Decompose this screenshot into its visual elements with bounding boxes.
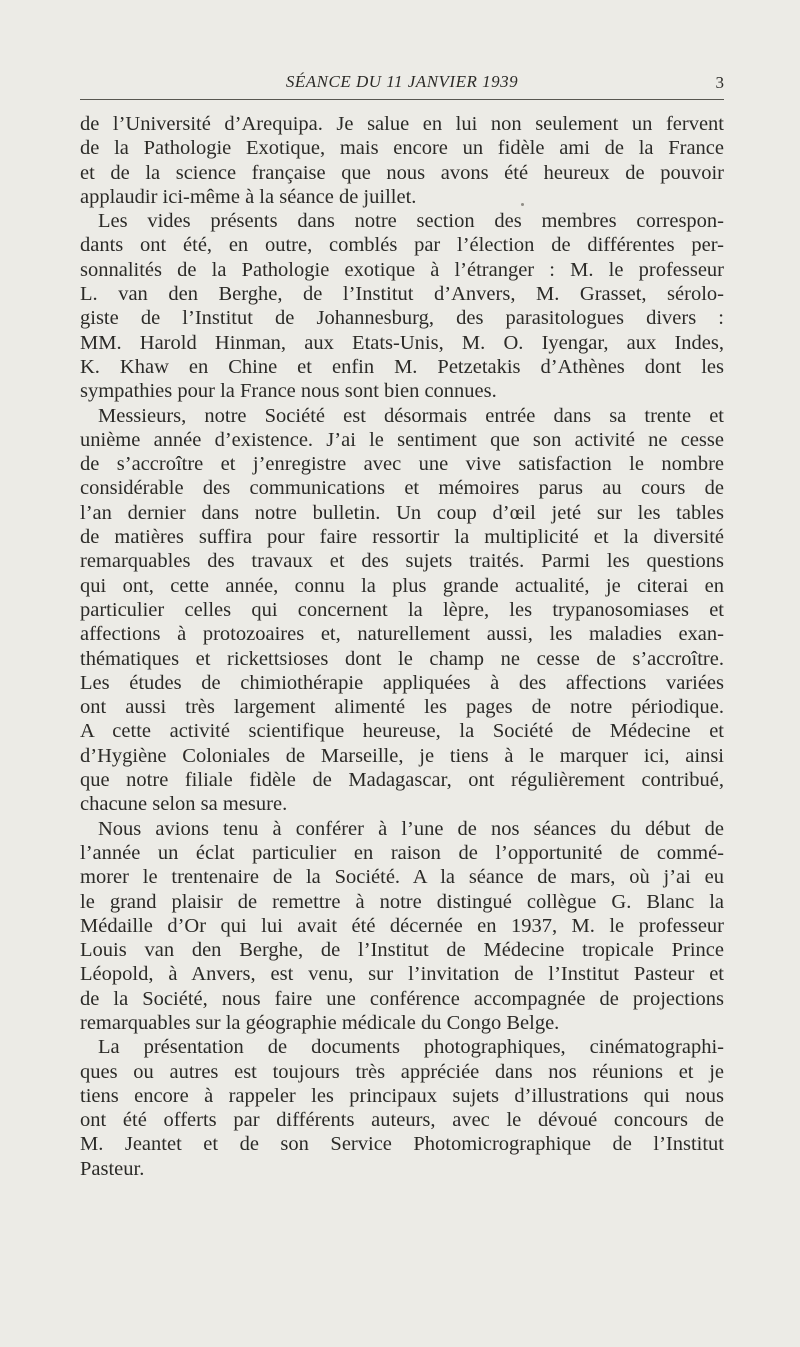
paragraph-last-line: applaudir ici-même à la séance de juillet.: [80, 185, 417, 208]
paragraph-last-line: chacune selon sa mesure.: [80, 793, 288, 816]
page-number: 3: [715, 73, 724, 92]
text-line: morer le trentenaire de la Société. A la séance de mars, où j’ai eu: [80, 866, 724, 889]
text-line: Les études de chimiothérapie appliquées à des affections variées: [80, 671, 724, 694]
text-line: ont été offerts par différents auteurs, avec le dévoué concours de: [80, 1109, 724, 1132]
text-line: MM. Harold Hinman, aux Etats-Unis, M. O. Iyengar, aux Indes,: [80, 331, 724, 354]
text-line: ques ou autres est toujours très appréciée dans nos réunions et je: [80, 1060, 724, 1083]
text-line: M. Jeantet et de son Service Photomicrographique de l’Institut: [80, 1133, 724, 1156]
text-line: le grand plaisir de remettre à notre distingué collègue G. Blanc la: [80, 890, 724, 913]
text-line: Léopold, à Anvers, est venu, sur l’invitation de l’Institut Pasteur et: [80, 963, 724, 986]
paragraph-last-line: Pasteur.: [80, 1157, 145, 1180]
text-line: considérable des communications et mémoires parus au cours de: [80, 477, 724, 500]
text-line: que notre filiale fidèle de Madagascar, ont régulièrement contribué,: [80, 769, 724, 792]
paragraph-first-line: La présentation de documents photographiques, cinématographi-: [98, 1036, 724, 1059]
text-line: thématiques et rickettsioses dont le champ ne cesse de s’accroître.: [80, 647, 724, 670]
body-text: [80, 112, 724, 1181]
text-line: et de la science française que nous avons été heureux de pouvoir: [80, 161, 724, 184]
text-line: L. van den Berghe, de l’Institut d’Anvers, M. Grasset, sérolo-: [80, 283, 724, 306]
text-line: d’Hygiène Coloniales de Marseille, je tiens à le marquer ici, ainsi: [80, 744, 724, 767]
text-line: giste de l’Institut de Johannesburg, des parasitologues divers :: [80, 307, 724, 330]
text-line: tiens encore à rappeler les principaux sujets d’illustrations qui nous: [80, 1084, 724, 1107]
paragraph-first-line: Les vides présents dans notre section des membres correspon-: [98, 210, 724, 233]
text-line: K. Khaw en Chine et enfin M. Petzetakis d’Athènes dont les: [80, 355, 724, 378]
paragraph-first-line: Nous avions tenu à conférer à l’une de nos séances du début de: [98, 817, 724, 840]
text-line: l’an dernier dans notre bulletin. Un coup d’œil jeté sur les tables: [80, 501, 724, 524]
text-line: l’année un éclat particulier en raison de l’opportunité de commé-: [80, 841, 724, 864]
paragraph-first-line: Messieurs, notre Société est désormais entrée dans sa trente et: [98, 404, 724, 427]
text-line: de matières suffira pour faire ressortir la multiplicité et la diversité: [80, 526, 724, 549]
text-line: Médaille d’Or qui lui avait été décernée en 1937, M. le professeur: [80, 914, 724, 937]
paragraph-last-line: remarquables sur la géographie médicale du Congo Belge.: [80, 1011, 560, 1034]
text-line: particulier celles qui concernent la lèpre, les trypanosomiases et: [80, 598, 724, 621]
text-line: de s’accroître et j’enregistre avec une vive satisfaction le nombre: [80, 453, 724, 476]
text-line: ont aussi très largement alimenté les pages de notre périodique.: [80, 696, 724, 719]
text-line: dants ont été, en outre, comblés par l’élection de différentes per-: [80, 234, 724, 257]
page-header: [80, 72, 724, 100]
text-line: sonnalités de la Pathologie exotique à l’étranger : M. le professeur: [80, 258, 724, 281]
paragraph-last-line: sympathies pour la France nous sont bien connues.: [80, 380, 497, 403]
text-line: unième année d’existence. J’ai le sentiment que son activité ne cesse: [80, 428, 724, 451]
text-line: Louis van den Berghe, de l’Institut de Médecine tropicale Prince: [80, 939, 724, 962]
running-title: SÉANCE DU 11 JANVIER 1939: [285, 72, 519, 91]
text-line: de la Société, nous faire une conférence accompagnée de projections: [80, 987, 724, 1010]
text-line: de la Pathologie Exotique, mais encore un fidèle ami de la France: [80, 137, 724, 160]
header-rule: [80, 99, 724, 100]
text-line: affections à protozoaires et, naturellement aussi, les maladies exan-: [80, 623, 724, 646]
text-line: de l’Université d’Arequipa. Je salue en lui non seulement un fervent: [80, 113, 724, 135]
text-line: A cette activité scientifique heureuse, la Société de Médecine et: [80, 720, 724, 743]
text-line: qui ont, cette année, connu la plus grande actualité, je citerai en: [80, 574, 724, 597]
text-line: remarquables des travaux et des sujets traités. Parmi les questions: [80, 550, 724, 573]
